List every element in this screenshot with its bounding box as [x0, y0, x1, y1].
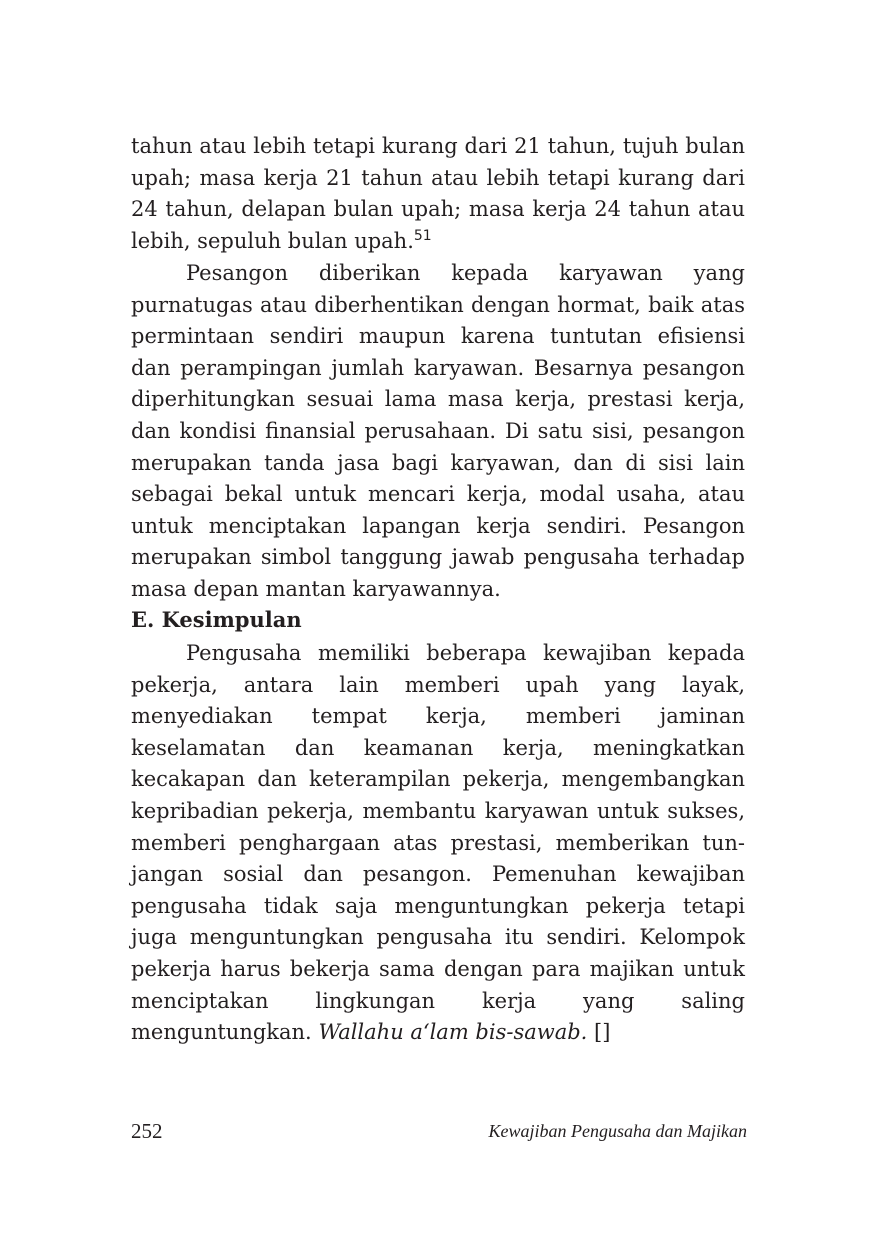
section-heading: E. Kesimpulan: [131, 607, 302, 632]
end-mark: []: [594, 1020, 611, 1045]
paragraph-continuation-text: tahun atau lebih tetapi kurang dari 21 tahun, tujuh bulan upah; masa kerja 21 tahun atau lebih tetapi kurang dari 24 tahun, delapan bulan upah; masa kerja 24 tahun atau lebih, sepuluh bulan upah.: [131, 134, 745, 253]
footnote-reference: 51: [413, 227, 432, 244]
closing-phrase: Wallahu a‘lam bis-sawab.: [318, 1020, 588, 1045]
page-number: 252: [131, 1119, 163, 1143]
running-title: Kewajiban Pengusaha dan Majikan: [488, 1121, 747, 1141]
paragraph-pesangon: Pesangon diberikan kepada karyawan yang purnatugas atau diberhentikan dengan hormat, baik atas permintaan sendiri maupun karena tuntutan efisiensi dan perampingan jumlah karyawan. Besarnya pesangon diperhitungkan sesuai lama masa kerja, prestasi kerja, dan kondisi finansial perusahaan. Di satu sisi, pesangon merupakan tanda jasa bagi karyawan, dan di sisi lain sebagai bekal untuk mencari kerja, modal usaha, atau untuk menciptakan lapangan kerja sendiri. Pesangon merupakan simbol tanggung jawab pengusaha terhadap masa depan mantan karyawannya.: [131, 261, 745, 601]
kesimpulan-body: Pengusaha memiliki beberapa kewajiban kepada pekerja, antara lain memberi upah yang layak, menyediakan tempat kerja, memberi jaminan keselamatan dan keamanan kerja, meningkatkan kecakapan dan keterampilan pekerja, mengembangkan kepribadian pekerja, membantu karyawan untuk sukses, memberi penghargaan atas prestasi, memberikan tunjangan sosial dan pesangon. Pemenuhan kewajiban pengusaha tidak saja menguntungkan pekerja tetapi juga menguntungkan pengusaha itu sendiri. Kelompok pekerja harus bekerja sama dengan para majikan untuk menciptakan lingkungan kerja yang saling menguntungkan.: [131, 641, 745, 1045]
paragraph-continuation: [131, 131, 745, 257]
paragraph-kesimpulan: [131, 638, 745, 1049]
